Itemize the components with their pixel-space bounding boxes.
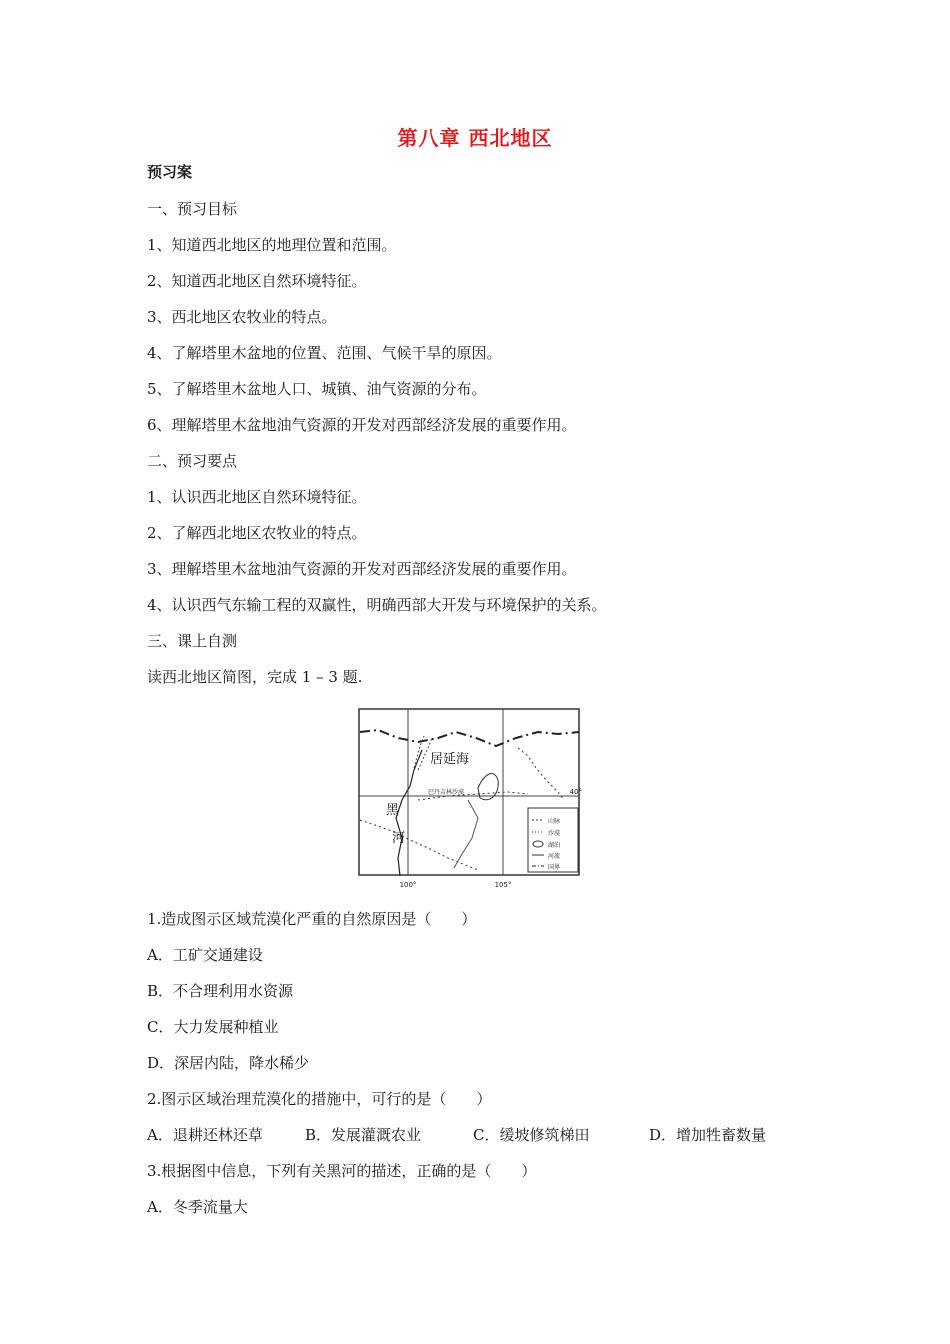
goal-item: 3、西北地区农牧业的特点。: [147, 308, 337, 326]
question-2-option-d: D．增加牲畜数量: [649, 1126, 767, 1144]
goal-item: 4、了解塔里木盆地的位置、范围、气候干旱的原因。: [147, 344, 502, 362]
point-item: 2、了解西北地区农牧业的特点。: [147, 524, 367, 542]
legend-item: 山脉: [548, 818, 561, 825]
northwest-region-map: [358, 708, 580, 888]
question-1-option-c: C．大力发展种植业: [147, 1018, 279, 1036]
goal-item: 1、知道西北地区的地理位置和范围。: [147, 236, 397, 254]
question-3-stem: 3.根据图中信息，下列有关黑河的描述，正确的是（ ）: [147, 1162, 537, 1180]
goal-item: 2、知道西北地区自然环境特征。: [147, 272, 367, 290]
goals-heading: 一、预习目标: [147, 200, 238, 218]
question-2-stem: 2.图示区域治理荒漠化的措施中，可行的是（ ）: [147, 1090, 492, 1108]
question-2-option-a: A．退耕还林还草: [147, 1126, 263, 1144]
question-1-option-a: A．工矿交通建设: [147, 946, 263, 964]
label-desert: 巴丹吉林沙漠: [428, 789, 465, 796]
label-river-top: 黑: [386, 803, 400, 818]
question-1-stem: 1.造成图示区域荒漠化严重的自然原因是（ ）: [147, 910, 477, 928]
question-1-option-d: D．深居内陆，降水稀少: [147, 1054, 310, 1072]
point-item: 3、理解塔里木盆地油气资源的开发对西部经济发展的重要作用。: [147, 560, 577, 578]
selftest-heading: 三、课上自测: [147, 632, 238, 650]
points-heading: 二、预习要点: [147, 452, 238, 470]
map-figure: [358, 708, 580, 888]
page-title: 第八章 西北地区: [397, 126, 553, 150]
goal-item: 6、理解塔里木盆地油气资源的开发对西部经济发展的重要作用。: [147, 416, 577, 434]
label-river-bottom: 河: [392, 831, 406, 846]
selftest-intro: 读西北地区简图，完成 1 – 3 题.: [147, 668, 363, 686]
goal-item: 5、了解塔里木盆地人口、城镇、油气资源的分布。: [147, 380, 487, 398]
question-2-options: [147, 1125, 766, 1145]
question-2-option-b: B．发展灌溉农业: [305, 1126, 422, 1144]
label-lat: 40°: [569, 788, 582, 796]
section-label: 预习案: [147, 163, 193, 181]
legend-item: 河流: [548, 853, 561, 860]
question-2-option-c: C．缓坡修筑梯田: [473, 1126, 590, 1144]
label-lon-right: 105°: [494, 881, 512, 889]
legend-item: 国界: [548, 864, 561, 871]
label-lon-left: 100°: [399, 881, 417, 889]
point-item: 1、认识西北地区自然环境特征。: [147, 488, 367, 506]
legend-item: 湖泊: [548, 842, 561, 849]
question-3-option-a: A．冬季流量大: [147, 1198, 248, 1216]
question-1-option-b: B．不合理利用水资源: [147, 982, 294, 1000]
legend-item: 沙漠: [548, 830, 561, 837]
label-lake: 居延海: [430, 752, 470, 767]
point-item: 4、认识西气东输工程的双赢性，明确西部大开发与环境保护的关系。: [147, 596, 607, 614]
